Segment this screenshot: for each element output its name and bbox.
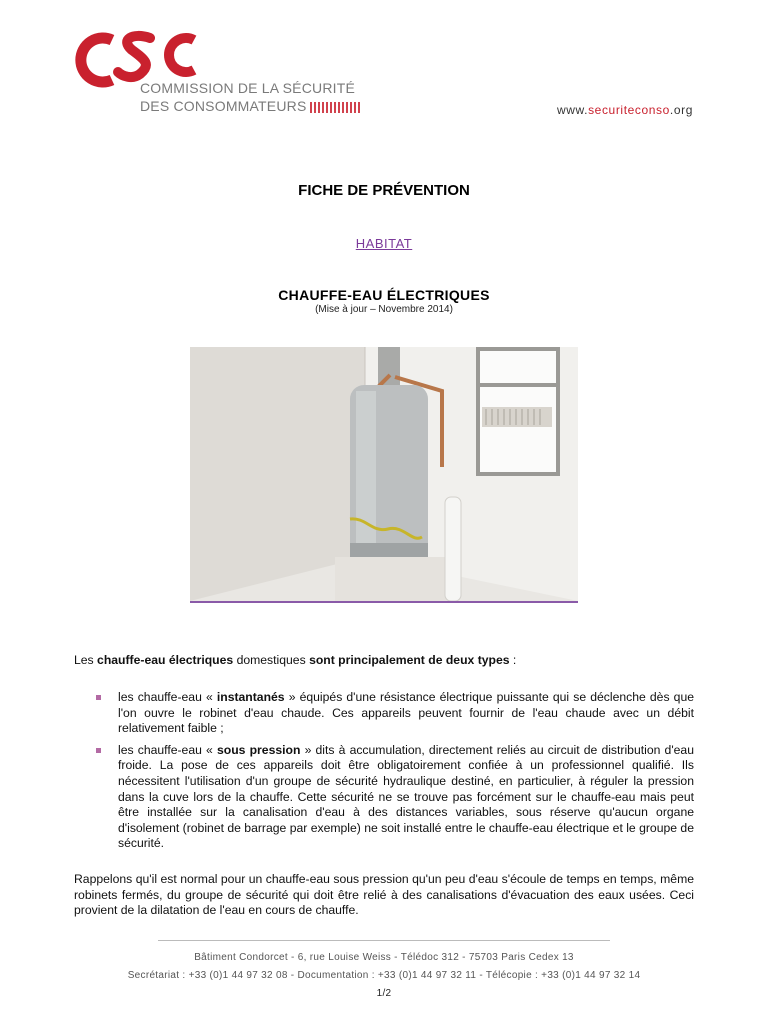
logo-stripes — [310, 102, 362, 113]
list-item-post: » équipés d'une résistance électrique puissante qui se déclenche dès que l'on ouvre le robinet d'eau chaude. Ces appareils peuvent fournir de l'eau chaude avec un débit relativement faible ; — [118, 690, 695, 736]
update-note: (Mise à jour – Novembre 2014) — [315, 304, 453, 315]
document-title: FICHE DE PRÉVENTION — [298, 182, 470, 199]
logo-line2 — [140, 98, 362, 114]
page-number: 1/2 — [376, 988, 392, 999]
footer-address: Bâtiment Condorcet - 6, rue Louise Weiss - Télédoc 312 - 75703 Paris Cedex 13 — [194, 952, 574, 963]
intro-paragraph — [74, 653, 694, 669]
category-link[interactable]: HABITAT — [355, 236, 413, 251]
closing-paragraph: Rappelons qu'il est normal pour un chauffe-eau sous pression qu'un peu d'eau s'écoule de temps en temps, même robinets fermés, du groupe de sécurité qui doit être relié à des canalisations d'évacuation des eaux usées. Ceci provient de la dilatation de l'eau en cours de chauffe. — [74, 872, 694, 918]
csc-logo-mark — [70, 28, 200, 88]
website-prefix: www. — [557, 103, 589, 117]
list-item-pre: les chauffe-eau « — [118, 742, 217, 757]
csc-logo — [70, 28, 356, 120]
intro-bold-2: sont principalement de deux types — [309, 653, 510, 667]
water-heater-illustration — [190, 347, 578, 601]
list-item-sous-pression — [96, 743, 694, 852]
intro-text-2: domestiques — [233, 653, 310, 667]
footer-contacts: Secrétariat : +33 (0)1 44 97 32 08 - Documentation : +33 (0)1 44 97 32 11 - Télécopie : +33 (0)1 44 97 32 14 — [127, 970, 641, 981]
intro-bold-1: chauffe-eau électriques — [97, 653, 234, 667]
website-suffix: .org — [669, 103, 693, 117]
bullet-icon — [96, 695, 101, 700]
intro-text-1: Les — [74, 653, 98, 667]
subject-title: CHAUFFE-EAU ÉLECTRIQUES — [278, 287, 490, 303]
list-item-instantanes — [96, 690, 694, 737]
water-heater-photo — [190, 347, 578, 603]
bullet-icon — [96, 748, 101, 753]
footer-divider — [158, 940, 610, 941]
logo-line1: COMMISSION DE LA SÉCURITÉ — [140, 80, 356, 96]
website-accent: securiteconso — [588, 103, 670, 117]
logo-line2-text: DES CONSOMMATEURS — [140, 98, 307, 114]
intro-text-3: : — [509, 653, 517, 667]
types-list — [96, 690, 694, 858]
website-link[interactable] — [557, 103, 693, 117]
list-item-bold: instantanés — [216, 690, 285, 704]
list-item-post: » dits à accumulation, directement reliés au circuit de distribution d'eau froide. La pose de ces appareils doit être obligatoirement confiée à un professionnel qualifié. Ils nécessitent l'utilisation d'un groupe de sécurité hydraulique destiné, en particulier, à réguler la pression dans la cuve lors de la chauffe. Cette sécurité ne se trouve pas forcément sur le chauffe-eau mais peut être installée sur la canalisation d'eau à des distances variables, sous réserve qu'aucun organe d'isolement (robinet de barrage par exemple) ne soit installé entre le chauffe-eau électrique et le groupe de sécurité. — [118, 742, 694, 851]
list-item-pre: les chauffe-eau « — [118, 690, 217, 704]
list-item-bold: sous pression — [217, 742, 301, 757]
